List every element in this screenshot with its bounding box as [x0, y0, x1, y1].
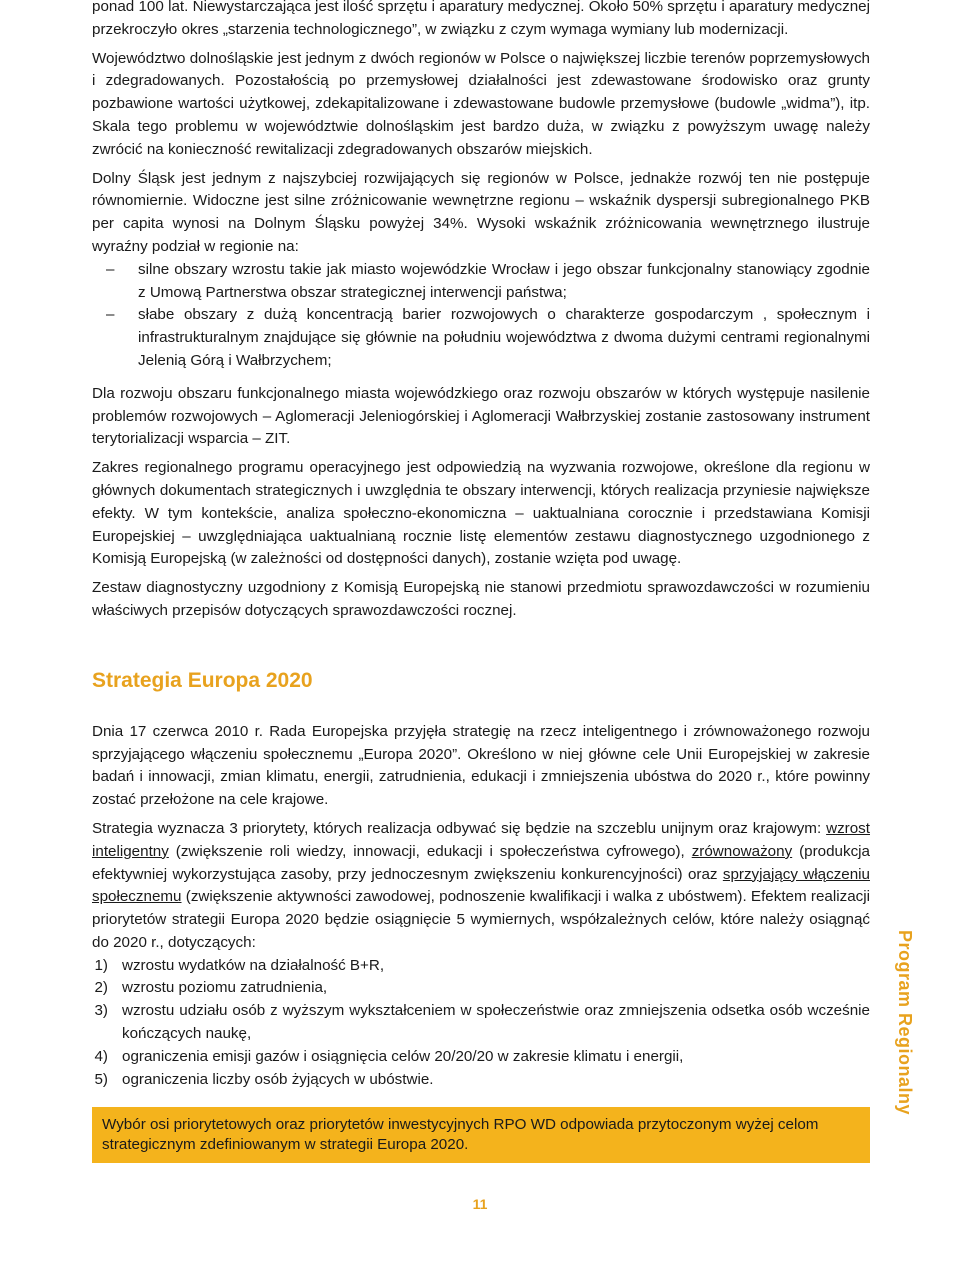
underlined-term: wzrost inteligentny: [92, 819, 870, 860]
list-item: 4) ograniczenia emisji gazów i osiągnięcia celów 20/20/20 w zakresie klimatu i energii,: [94, 1047, 684, 1065]
underlined-term: zrównoważony: [691, 842, 793, 860]
list-item: 2) wzrostu poziomu zatrudnienia,: [94, 979, 328, 997]
list-item: 1) wzrostu wydatków na działalność B+R,: [94, 956, 385, 974]
paragraph: Zakres regionalnego programu operacyjnego jest odpowiedzią na wyzwania rozwojowe, określone dla regionu w głównych dokumentach strategicznych i uwzględnia te obszary interwencji, których realizacja przyniesie największe efekty. W tym kontekście, analiza społeczno-ekonomiczna – uaktualniana corocznie i przedstawiana Komisji Europejskiej – uwzględniająca uaktualnianą rocznie listę elementów zestawu diagnostycznego uzgodnionego z Komisją Europejską (w zależności od dostępności danych), zostanie wzięta pod uwagę.: [92, 459, 870, 568]
paragraph: Zestaw diagnostyczny uzgodniony z Komisją Europejską nie stanowi przedmiotu sprawozdawczości w rozumieniu właściwych przepisów dotyczących sprawozdawczości rocznej.: [92, 579, 870, 619]
paragraph: Dolny Śląsk jest jednym z najszybciej rozwijających się regionów w Polsce, jednakże rozwój ten nie postępuje równomiernie. Widoczne jest silne zróżnicowanie wewnętrzne regionu – wskaźnik dyspersji subregionalnego PKB per capita wynosi na Dolnym Śląsku powyżej 34%. Wysoki wskaźnik zróżnicowania wewnętrznego ilustruje wyraźny podział w regionie na:: [92, 169, 870, 255]
list-item: 5) ograniczenia liczby osób żyjących w ubóstwie.: [94, 1070, 434, 1088]
list-item: – silne obszary wzrostu takie jak miasto wojewódzkie Wrocław i jego obszar funkcjonalny stanowiący zgodnie z Umową Partnerstwa obszar strategicznej interwencji państwa;: [92, 259, 870, 305]
list-item-text: ograniczenia emisji gazów i osiągnięcia celów 20/20/20 w zakresie klimatu i energii,: [122, 1047, 684, 1065]
text-segment: Strategia wyznacza 3 priorytety, których realizacja odbywać się będzie na szczeblu unijnym oraz krajowym:: [92, 819, 827, 837]
sidebar-label-text: Program Regionalny: [895, 929, 916, 1116]
section-heading: Strategia Europa 2020: [92, 668, 313, 692]
list-item: – słabe obszary z dużą koncentracją barier rozwojowych o charakterze gospodarczym , społecznym i infrastrukturalnym znajdujące się głównie na południu województwa z dwoma dużymi centrami regionalnymi Jelenią Górą i Wałbrzychem;: [92, 304, 870, 372]
goals-list: [92, 955, 870, 1092]
page-content: [92, 0, 870, 1163]
priorities-paragraph: [92, 818, 870, 955]
list-item-text: wzrostu poziomu zatrudnienia,: [122, 979, 328, 997]
text-segment: (zwiększenie roli wiedzy, innowacji, edukacji i społeczeństwa cyfrowego),: [168, 842, 692, 860]
list-item-text: wzrostu udziału osób z wyższym wykształceniem w społeczeństwie oraz zmniejszenia odsetka osób wcześnie kończących naukę,: [122, 1002, 870, 1043]
paragraph: Dla rozwoju obszaru funkcjonalnego miasta wojewódzkiego oraz rozwoju obszarów w których występuje nasilenie problemów rozwojowych – Aglomeracji Jeleniogórskiej i Aglomeracji Wałbrzyskiej zostanie zastosowany instrument terytorializacji wsparcia – ZIT.: [92, 384, 870, 448]
sidebar-label: [870, 925, 940, 1120]
dash-list: [92, 259, 870, 373]
underlined-term: sprzyjający włączeniu społecznemu: [92, 865, 870, 906]
page-number: 11: [472, 1196, 488, 1212]
list-item-text: ograniczenia liczby osób żyjących w ubóstwie.: [122, 1070, 434, 1088]
text-segment: (zwiększenie aktywności zawodowej, podnoszenie kwalifikacji i walka z ubóstwem). Efektem realizacji priorytetów strategii Europa 2020 będzie osiągnięcie 5 wymiernych, współzależnych celów, które należy osiągnąć do 2020 r., dotyczących:: [92, 888, 870, 951]
text-segment: (produkcja efektywniej wykorzystująca zasoby, przy jednoczesnym zwiększeniu konkurencyjności) oraz: [92, 842, 870, 883]
paragraph: Dnia 17 czerwca 2010 r. Rada Europejska przyjęła strategię na rzecz inteligentnego i zrównoważonego rozwoju sprzyjającego włączeniu społecznemu „Europa 2020”. Określono w niej główne cele Unii Europejskiej w zakresie badań i innowacji, zmian klimatu, energii, zatrudnienia, edukacji i zmniejszenia ubóstwa do 2020 r., które powinny zostać przełożone na cele krajowe.: [92, 722, 870, 809]
highlight-box: Wybór osi priorytetowych oraz priorytetów inwestycyjnych RPO WD odpowiada przytoczonym wyżej celom strategicznym zdefiniowanym w strategii Europa 2020.: [92, 1107, 870, 1163]
list-item-text: wzrostu wydatków na działalność B+R,: [122, 956, 385, 974]
paragraph: ponad 100 lat. Niewystarczająca jest ilość sprzętu i aparatury medycznej. Około 50% sprzętu i aparatury medycznej przekroczyło okres „starzenia technologicznego”, w związku z czym wymaga wymiany lub modernizacji.: [92, 0, 870, 38]
paragraph: Województwo dolnośląskie jest jednym z dwóch regionów w Polsce o największej liczbie terenów poprzemysłowych i zdegradowanych. Pozostałością po przemysłowej działalności jest zdewastowane środowisko oraz grunty pozbawione wartości użytkowej, zdekapitalizowane i zdewastowane budowle przemysłowe (budowle „widma”), itp. Skala tego problemu w województwie dolnośląskim jest bardzo duża, w związku z powyższym uwagę należy zwrócić na konieczność rewitalizacji zdegradowanych obszarów miejskich.: [92, 49, 870, 158]
list-item: 3) wzrostu udziału osób z wyższym wykształceniem w społeczeństwie oraz zmniejszenia odsetka osób wcześnie kończących naukę,: [94, 1002, 870, 1043]
